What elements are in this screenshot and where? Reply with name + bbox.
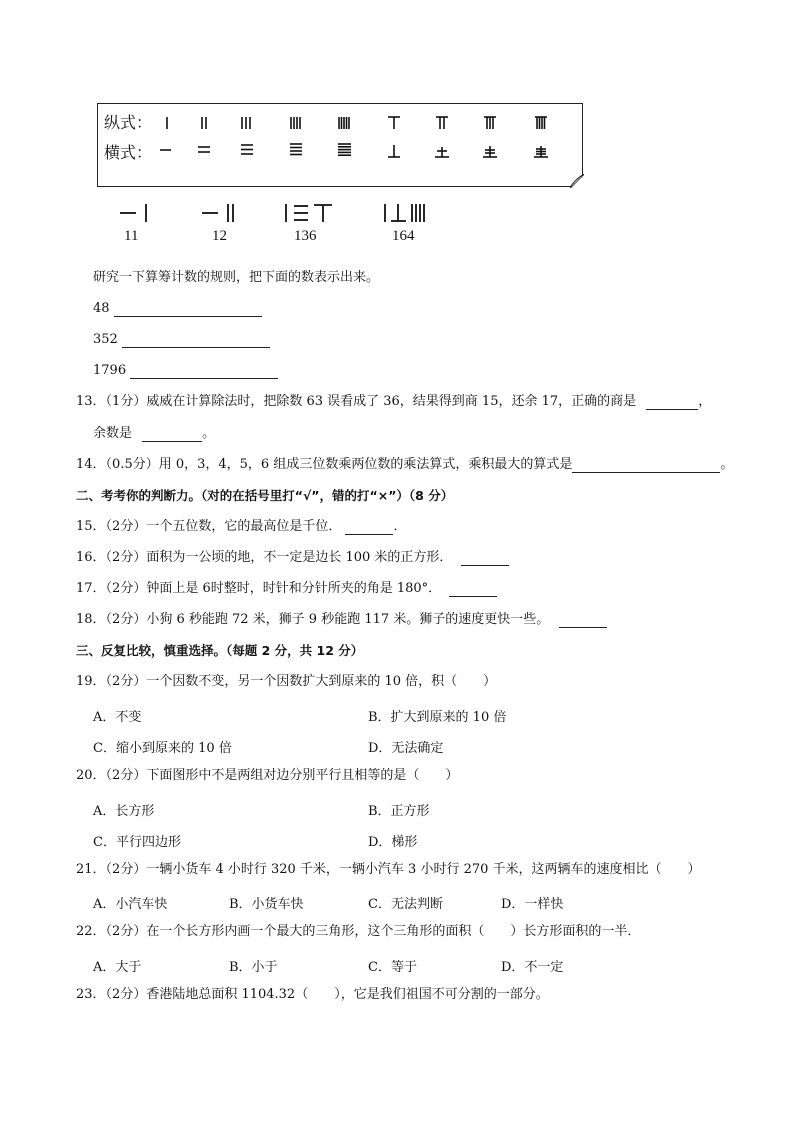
section-3-title: 三、反复比较，慎重选择。（每题 2 分，共 12 分） xyxy=(76,643,364,658)
option-b[interactable]: B．扩大到原来的 10 倍 xyxy=(368,710,507,725)
option-c[interactable]: C．无法判断 xyxy=(368,897,443,912)
example-number: 136 xyxy=(294,228,317,244)
question-17 xyxy=(76,581,497,597)
task-row xyxy=(93,332,270,348)
question-19: 19．（2分）一个因数不变，另一个因数扩大到原来的 10 倍，积（ ） xyxy=(76,674,497,689)
option-b[interactable]: B．小于 xyxy=(229,960,278,975)
punctuation: 。 xyxy=(720,457,734,472)
question-13 xyxy=(76,394,711,410)
answer-blank[interactable] xyxy=(559,613,607,628)
question-18 xyxy=(76,612,607,628)
option-d[interactable]: D．梯形 xyxy=(368,835,418,850)
punctuation: 。 xyxy=(202,426,216,441)
example-number: 12 xyxy=(212,228,227,244)
option-a[interactable]: A．长方形 xyxy=(93,804,155,819)
task-row xyxy=(93,301,262,317)
option-a[interactable]: A．小汽车快 xyxy=(93,897,168,912)
option-c[interactable]: C．等于 xyxy=(368,960,417,975)
option-c[interactable]: C．缩小到原来的 10 倍 xyxy=(93,741,232,756)
vertical-form-label: 纵式： xyxy=(104,113,153,132)
task-number: 352 xyxy=(93,332,118,347)
answer-blank[interactable] xyxy=(345,520,393,535)
punctuation: ， xyxy=(698,394,712,409)
question-23: 23．（2分）香港陆地总面积 1104.32（ ），它是我们祖国不可分割的一部分。 xyxy=(76,987,549,1002)
answer-blank[interactable] xyxy=(114,302,262,317)
example-rod-numbers xyxy=(110,200,450,226)
question-text: 18．（2分）小狗 6 秒能跑 72 米，狮子 9 秒能跑 117 米。狮子的速度更快一些。 xyxy=(76,612,550,627)
horizontal-form-label: 横式： xyxy=(104,143,153,162)
option-b[interactable]: B．小货车快 xyxy=(229,897,304,912)
answer-blank[interactable] xyxy=(461,551,509,566)
option-b[interactable]: B．正方形 xyxy=(368,804,430,819)
question-20: 20．（2分）下面图形中不是两组对边分别平行且相等的是（ ） xyxy=(76,768,459,783)
question-16 xyxy=(76,550,509,566)
question-15 xyxy=(76,519,406,535)
task-row xyxy=(93,363,278,379)
option-d[interactable]: D．无法确定 xyxy=(368,741,444,756)
question-text: 16．（2分）面积为一公顷的地，不一定是边长 100 米的正方形． xyxy=(76,550,453,565)
question-14 xyxy=(76,457,733,473)
instruction-text: 研究一下算筹计数的规则，把下面的数表示出来。 xyxy=(93,270,380,285)
answer-blank[interactable] xyxy=(130,364,278,379)
question-text: 余数是 xyxy=(93,426,133,441)
example-number: 164 xyxy=(392,228,415,244)
answer-blank[interactable] xyxy=(572,458,720,473)
question-22: 22．（2分）在一个长方形内画一个最大的三角形，这个三角形的面积（ ）长方形面积的一半． xyxy=(76,924,641,939)
example-number: 11 xyxy=(124,228,139,244)
answer-blank[interactable] xyxy=(142,427,202,442)
task-number: 1796 xyxy=(93,363,127,378)
answer-blank[interactable] xyxy=(646,395,698,410)
punctuation: ． xyxy=(393,519,407,534)
question-text: 13．（1分）威威在计算除法时，把除数 63 误看成了 36，结果得到商 15，还余 17，正确的商是 xyxy=(76,394,637,409)
option-c[interactable]: C．平行四边形 xyxy=(93,835,181,850)
task-number: 48 xyxy=(93,301,110,316)
option-d[interactable]: D．一样快 xyxy=(501,897,564,912)
section-2-title: 二、考考你的判断力。（对的在括号里打“√”，错的打“×”）（8 分） xyxy=(76,488,454,503)
rod-numeral-table xyxy=(97,103,583,187)
question-13-continued xyxy=(93,426,215,442)
question-text: 17．（2分）钟面上是 6时整时，时针和分针所夹的角是 180°． xyxy=(76,581,442,596)
question-21: 21．（2分）一辆小货车 4 小时行 320 千米，一辆小汽车 3 小时行 270 千米，这两辆车的速度相比（ ） xyxy=(76,862,701,877)
answer-blank[interactable] xyxy=(122,333,270,348)
question-text: 14．（0.5分）用 0，3，4，5，6 组成三位数乘两位数的乘法算式，乘积最大的算式是 xyxy=(76,457,573,472)
page-curl-icon xyxy=(570,174,584,188)
answer-blank[interactable] xyxy=(449,582,497,597)
option-d[interactable]: D．不一定 xyxy=(501,960,564,975)
option-a[interactable]: A．大于 xyxy=(93,960,142,975)
rod-numerals-graphic xyxy=(98,104,584,188)
option-a[interactable]: A．不变 xyxy=(93,710,142,725)
question-text: 15．（2分）一个五位数，它的最高位是千位． xyxy=(76,519,342,534)
